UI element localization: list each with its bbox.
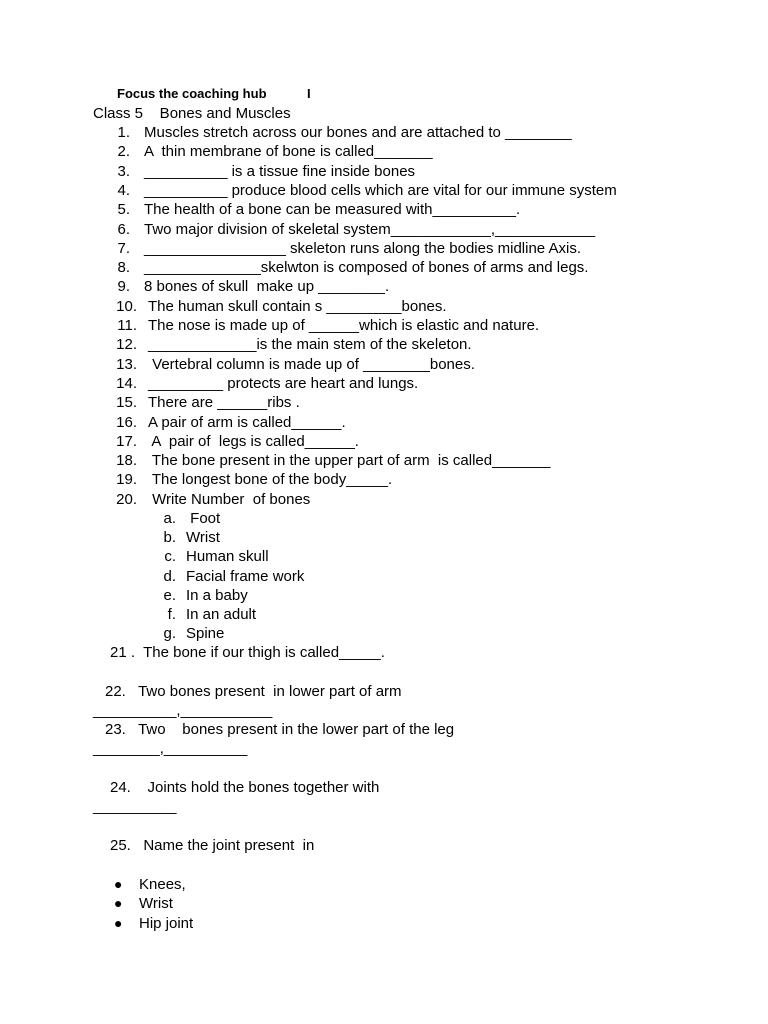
question-23-blank: ________,__________ <box>93 740 248 757</box>
subitem-text: In an adult <box>186 606 257 623</box>
subitem-letter: f. <box>167 606 176 623</box>
question-text: _________ protects are heart and lungs. <box>148 375 419 392</box>
bullet-item: Wrist <box>139 895 173 912</box>
question-text: __________ produce blood cells which are vital for our immune system <box>144 182 617 199</box>
subitem-text: In a baby <box>186 587 248 604</box>
question-text: 8 bones of skull make up ________. <box>144 278 390 295</box>
question-text: A pair of arm is called______. <box>148 414 346 431</box>
question-number: 9. <box>117 278 130 295</box>
bullet-icon: ● <box>114 895 123 911</box>
subitem-text: Foot <box>186 510 221 527</box>
subitem-text: Facial frame work <box>186 568 305 585</box>
question-text: A pair of legs is called______. <box>148 433 359 450</box>
question-text: The human skull contain s _________bones. <box>148 298 447 315</box>
question-number: 13. <box>116 356 137 373</box>
question-text: Two major division of skeletal system____________,____________ <box>144 221 596 238</box>
question-number: 14. <box>116 375 137 392</box>
question-21: 21 . The bone if our thigh is called_____. <box>110 644 385 661</box>
subitem-text: Wrist <box>186 529 220 546</box>
bullet-item: Knees, <box>139 876 186 893</box>
subitem-letter: g. <box>163 625 176 642</box>
question-text: Write Number of bones <box>148 491 311 508</box>
question-number: 4. <box>117 182 130 199</box>
subitem-text: Human skull <box>186 548 269 565</box>
question-text: __________ is a tissue fine inside bones <box>144 163 416 180</box>
question-text: ______________skelwton is composed of bones of arms and legs. <box>144 259 589 276</box>
question-number: 18. <box>116 452 137 469</box>
question-text: There are ______ribs . <box>148 394 300 411</box>
question-number: 11. <box>117 317 137 334</box>
question-text: Muscles stretch across our bones and are attached to ________ <box>144 124 572 141</box>
question-text: The longest bone of the body_____. <box>148 471 393 488</box>
question-24-blank: __________ <box>93 798 177 815</box>
question-number: 7. <box>117 240 130 257</box>
question-22-blank: __________,___________ <box>93 702 273 719</box>
question-number: 12. <box>116 336 137 353</box>
question-number: 3. <box>117 163 130 180</box>
subitem-letter: b. <box>163 529 176 546</box>
question-text: The nose is made up of ______which is elastic and nature. <box>148 317 540 334</box>
question-text: _________________ skeleton runs along the bodies midline Axis. <box>144 240 581 257</box>
question-number: 10. <box>116 298 137 315</box>
subitem-letter: e. <box>163 587 176 604</box>
question-24: 24. Joints hold the bones together with <box>110 779 380 796</box>
header-title: Focus the coaching hub <box>117 86 267 101</box>
question-text: The health of a bone can be measured with__________. <box>144 201 521 218</box>
header-mark: I <box>307 86 311 101</box>
subitem-letter: a. <box>163 510 176 527</box>
question-number: 5. <box>117 201 130 218</box>
subitem-letter: d. <box>163 568 176 585</box>
question-number: 15. <box>116 394 137 411</box>
question-25: 25. Name the joint present in <box>110 837 315 854</box>
question-text: Vertebral column is made up of ________bones. <box>148 356 475 373</box>
subitem-letter: c. <box>164 548 176 565</box>
question-number: 20. <box>116 491 137 508</box>
question-number: 1. <box>117 124 130 141</box>
question-number: 16. <box>116 414 137 431</box>
subtitle: Class 5 Bones and Muscles <box>93 105 291 122</box>
subitem-text: Spine <box>186 625 225 642</box>
question-text: _____________is the main stem of the skeleton. <box>148 336 472 353</box>
question-number: 17. <box>116 433 137 450</box>
question-number: 19. <box>116 471 137 488</box>
question-23: 23. Two bones present in the lower part of the leg <box>105 721 455 738</box>
question-number: 6. <box>117 221 130 238</box>
question-22: 22. Two bones present in lower part of arm <box>105 683 402 700</box>
question-number: 8. <box>117 259 130 276</box>
question-number: 2. <box>117 143 130 160</box>
question-text: The bone present in the upper part of arm is called_______ <box>148 452 551 469</box>
bullet-icon: ● <box>114 915 123 931</box>
bullet-icon: ● <box>114 876 123 892</box>
bullet-item: Hip joint <box>139 915 194 932</box>
question-text: A thin membrane of bone is called_______ <box>144 143 433 160</box>
